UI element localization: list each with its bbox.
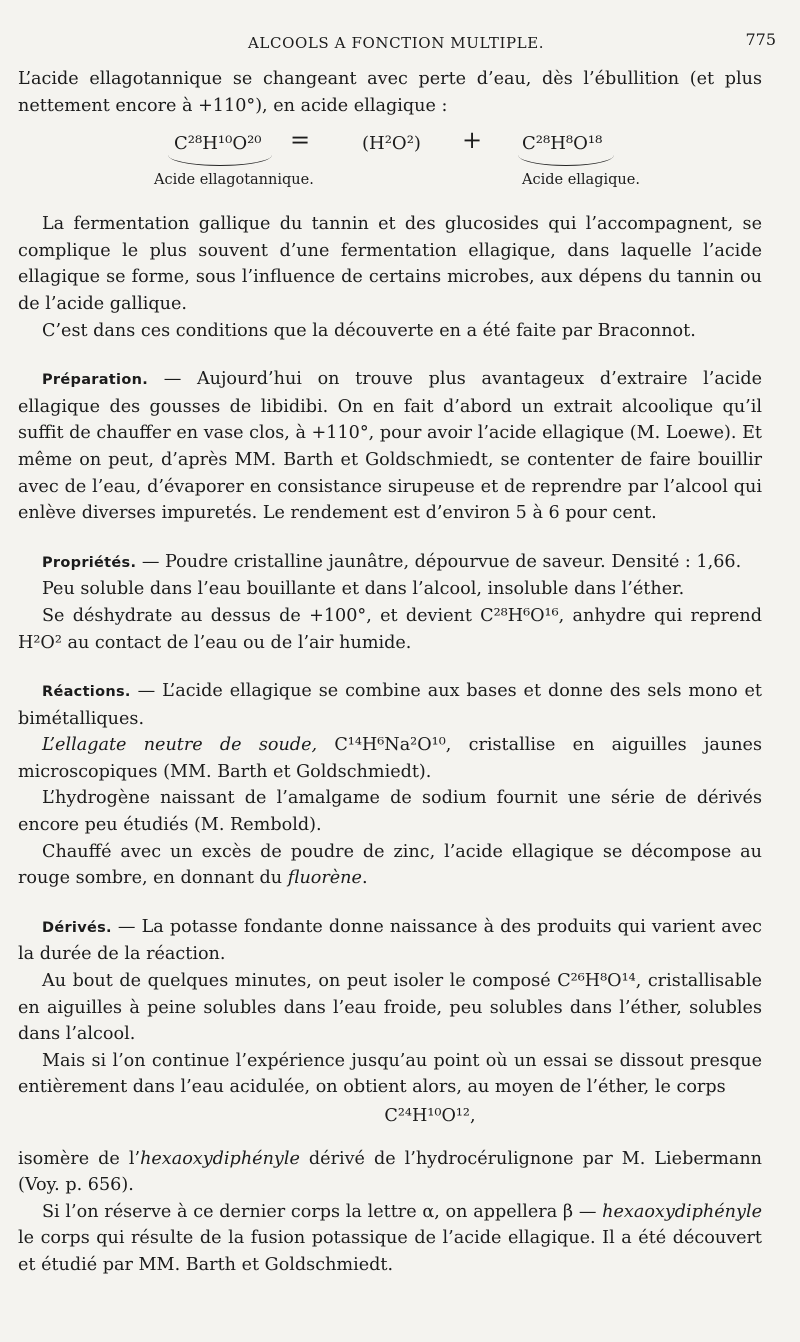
section-preparation [18, 366, 762, 527]
equation-right-brace [518, 155, 614, 166]
centered-formula [18, 1103, 762, 1130]
ellagate-paragraph [18, 732, 762, 785]
equation-equals: = [290, 126, 311, 155]
running-title: ALCOOLS A FONCTION MULTIPLE. [248, 34, 545, 52]
equation-right-label: Acide ellagique. [522, 172, 640, 189]
braconnot-paragraph: C’est dans ces conditions que la découverte en a été faite par Braconnot. [42, 320, 696, 341]
isomere-text: isomère de l’ [18, 1148, 141, 1169]
beta-paragraph [18, 1199, 762, 1279]
equation-plus: + [462, 126, 483, 155]
page-number: 775 [745, 30, 776, 49]
beta-italic: hexaoxydiphényle [602, 1201, 762, 1222]
preparation-text: — Aujourd’hui on trouve plus avantageux d’extraire l’acide ellagique des gousses de libidibi. On en fait d’abord un extrait alcoolique qu’il suffit de chauffer en vase clos, à +110°, pour avoir l’acide ellagique (M. Loewe). Et même on peut, d’après MM. Barth et Goldschmiedt, se contenter de faire bouillir avec de l’eau, d’évaporer en consistance sirupeuse et de reprendre par l’alcool qui enlève diverses impuretés. Le rendement est d’environ 5 à 6 pour cent. [18, 369, 762, 524]
proprietes-text: — Poudre cristalline jaunâtre, dépourvue de saveur. Densité : 1,66. [141, 551, 742, 572]
equation-water: (H²O²) [362, 133, 421, 155]
derives-rubric: Dérivés. [42, 919, 112, 936]
ellagate-text: C¹⁴H⁶Na²O¹⁰, cristallise en aiguilles jaunes microscopiques (MM. Barth et Goldschmiedt). [18, 735, 762, 782]
fluorene-italic: fluorène [287, 868, 362, 889]
equation-right-formula: C²⁸H⁸O¹⁸ [522, 133, 603, 155]
proprietes-paragraph [18, 549, 762, 577]
derives-paragraph [18, 914, 762, 968]
reactions-paragraph [18, 678, 762, 732]
formula-c24: C²⁴H¹⁰O¹², [384, 1106, 476, 1126]
page-body [18, 66, 762, 1279]
isomere-paragraph [18, 1146, 762, 1199]
section-proprietes [18, 549, 762, 656]
compose-paragraph: Au bout de quelques minutes, on peut isoler le composé C²⁶H⁸O¹⁴, cristallisable en aiguilles à peine solubles dans l’eau froide, peu solubles dans l’éther, solubles dans l’alcool. [18, 971, 762, 1045]
zinc-text: Chauffé avec un excès de poudre de zinc, l’acide ellagique se décompose au rouge sombre, en donnant du [18, 841, 762, 889]
equation-left-brace [168, 155, 272, 166]
beta-text-end: le corps qui résulte de la fusion potassique de l’acide ellagique. Il a été découvert et étudié par MM. Barth et Goldschmiedt. [18, 1228, 762, 1275]
zinc-text-end: . [361, 868, 368, 889]
derives-text: — La potasse fondante donne naissance à des produits qui varient avec la durée de la réaction. [18, 916, 762, 965]
intro-sentence: L’acide ellagotannique se changeant avec perte d’eau, dès l’ébullition (et plus nettement encore à +110°), en acide ellagique : [18, 69, 762, 116]
hydrogene-paragraph: L’hydrogène naissant de l’amalgame de sodium fournit une série de dérivés encore peu étudiés (M. Rembold). [18, 788, 762, 836]
reactions-rubric: Réactions. [42, 684, 131, 701]
reactions-text: — L’acide ellagique se combine aux bases et donne des sels mono et bimétalliques. [18, 681, 763, 729]
zinc-paragraph [18, 839, 762, 892]
equation-left-label: Acide ellagotannique. [154, 172, 314, 189]
section-derives [18, 914, 762, 1279]
preparation-rubric: Préparation. [42, 372, 149, 389]
preparation-paragraph [18, 366, 762, 527]
ellagate-italic: L’ellagate neutre de soude, [42, 735, 318, 756]
fermentation-paragraph: La fermentation gallique du tannin et des glucosides qui l’accompagnent, se complique le plus souvent d’une fermentation ellagique, dans laquelle l’acide ellagique se forme, sous l’influence de certains microbes, aux dépens du tannin ou de l’acide gallique. [18, 214, 762, 314]
equation [18, 125, 762, 201]
proprietes-dehydration: Se déshydrate au dessus de +100°, et devient C²⁸H⁶O¹⁶, anhydre qui reprend H²O² au contact de l’eau ou de l’air humide. [18, 605, 762, 653]
proprietes-solubility: Peu soluble dans l’eau bouillante et dans l’alcool, insoluble dans l’éther. [42, 579, 685, 600]
beta-text: Si l’on réserve à ce dernier corps la lettre α, on appellera β — [42, 1201, 603, 1222]
experience-paragraph: Mais si l’on continue l’expérience jusqu’au point où un essai se dissout presque entièrement dans l’eau acidulée, on obtient alors, au moyen de l’éther, le corps [18, 1050, 762, 1098]
section-reactions [18, 678, 762, 892]
isomere-text-end: dérivé de l’hydrocérulignone par M. Liebermann (Voy. p. 656). [18, 1148, 762, 1196]
hexaoxydiphenyle-italic: hexaoxydiphényle [140, 1148, 300, 1169]
proprietes-rubric: Propriétés. [42, 554, 137, 571]
running-head [0, 30, 800, 58]
equation-left-formula: C²⁸H¹⁰O²⁰ [174, 133, 262, 155]
